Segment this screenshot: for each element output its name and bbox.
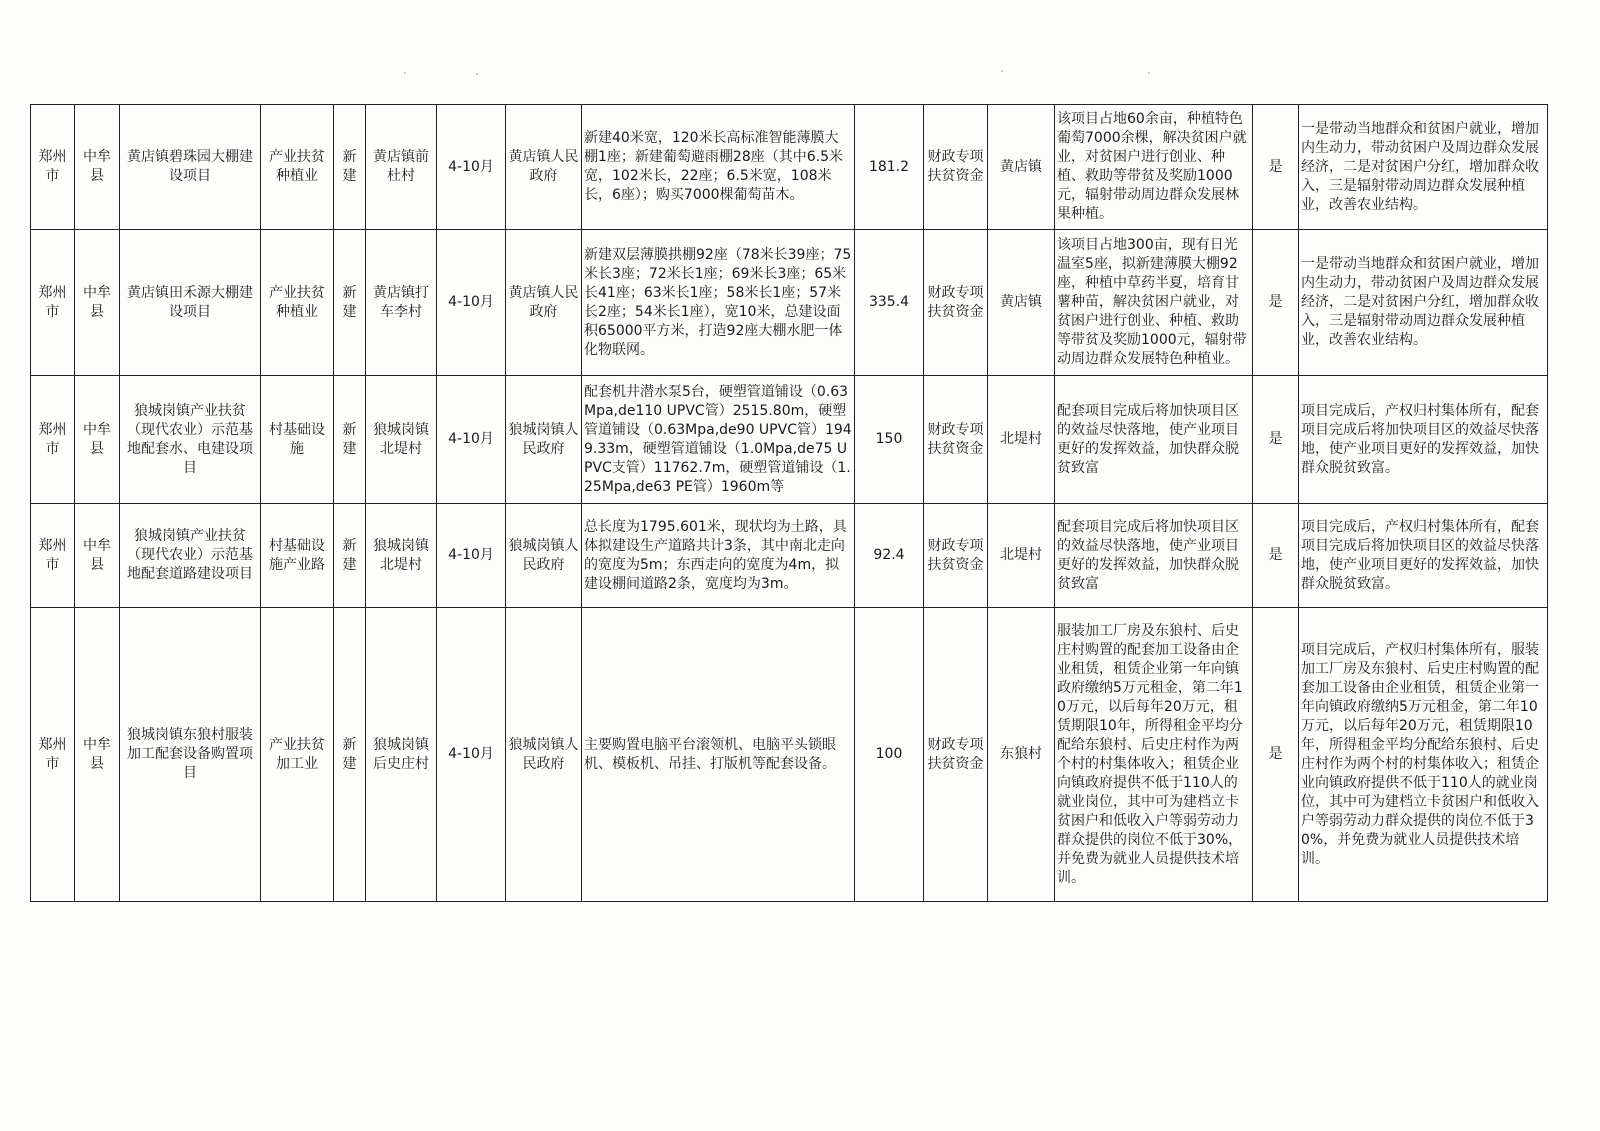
county-cell-text: 中牟县 [83,537,111,573]
construction-type-cell-text: 新建 [342,284,357,320]
amount-cell-text: 150 [875,431,903,447]
category-cell [261,105,334,230]
category-cell [261,504,334,608]
category-cell [261,376,334,504]
implementing-unit-cell [506,504,582,608]
project-name-cell-text: 黄店镇碧珠园大棚建设项目 [127,149,253,184]
mechanism-cell-text: 配套项目完成后将加快项目区的效益尽快落地，使产业项目更好的发挥效益，加快群众脱贫致富 [1057,402,1239,476]
beneficiary-cell [988,230,1055,376]
city-cell-text: 郑州市 [38,149,67,184]
content-cell [582,376,855,504]
mechanism-cell [1055,504,1253,608]
implementing-unit-cell-text: 黄店镇人民政府 [508,284,579,320]
mechanism-cell-text: 服装加工厂房及东狼村、后史庄村购置的配套加工设备由企业租赁，租赁企业第一年向镇政府缴纳5万元租金，第二年10万元，以后每年20万元，租赁期限10年，所得租金平均分配给东狼村、后史庄村作为两个村的村集体收入；租赁企业向镇政府提供不低于110人的就业岗位，其中可为建档立卡贫困户和低收入户等弱劳动力群众提供的岗位不低于30%，并免费为就业人员提供技术培训。 [1057,622,1243,886]
benefit-cell-text: 一是带动当地群众和贫困户就业，增加内生动力，带动贫困户及周边群众发展经济，二是对贫困户分红，增加群众收入，三是辐射带动周边群众发展种植业，改善农业结构。 [1301,120,1539,213]
period-cell-text: 4-10月 [448,547,494,563]
location-cell-text: 狼城岗镇后史庄村 [373,736,429,772]
city-cell-text: 郑州市 [38,421,67,457]
construction-type-cell [334,105,366,230]
content-cell [582,608,855,902]
project-name-cell [120,504,261,608]
construction-type-cell-text: 新建 [342,149,357,184]
construction-type-cell [334,504,366,608]
period-cell [437,504,506,608]
project-table [30,104,1548,902]
city-cell-text: 郑州市 [38,736,67,772]
project-name-cell [120,376,261,504]
county-cell [75,230,120,376]
mechanism-cell-text: 配套项目完成后将加快项目区的效益尽快落地，使产业项目更好的发挥效益，加快群众脱贫致富 [1057,518,1239,592]
fund-source-cell-text: 财政专项扶贫资金 [927,421,984,457]
beneficiary-cell-text: 黄店镇 [1000,158,1042,175]
project-name-cell [120,105,261,230]
content-cell-text: 配套机井潜水泵5台，硬塑管道铺设（0.63Mpa,de110 UPVC管）2515.80m，硬塑管道铺设（0.63Mpa,de90 UPVC管）1949.33m，硬塑管道铺设（1.0Mpa,de75 UPVC支管）11762.7m，硬塑管道铺设（1.25Mpa,de63 PE管）1960m等 [584,383,852,495]
benefit-cell-text: 项目完成后，产权归村集体所有，服装加工厂房及东狼村、后史庄村购置的配套加工设备由企业租赁，租赁企业第一年向镇政府缴纳5万元租金，第二年10万元，以后每年20万元，租赁期限10年，所得租金平均分配给东狼村、后史庄村作为两个村的村集体收入；租赁企业向镇政府提供不低于110人的就业岗位，其中可为建档立卡贫困户和低收入户等弱劳动力群众提供的岗位不低于30%，并免费为就业人员提供技术培训。 [1301,641,1539,867]
flag-cell [1253,105,1299,230]
county-cell-text: 中牟县 [83,284,111,320]
category-cell-text: 产业扶贫种植业 [269,284,325,320]
content-cell [582,105,855,230]
location-cell-text: 狼城岗镇北堤村 [373,421,429,457]
location-cell-text: 黄店镇打车李村 [373,284,429,320]
city-cell [31,504,75,608]
county-cell-text: 中牟县 [83,149,111,184]
category-cell [261,608,334,902]
benefit-cell [1299,608,1548,902]
location-cell [366,105,437,230]
fund-source-cell-text: 财政专项扶贫资金 [927,537,984,573]
fund-source-cell [924,105,988,230]
location-cell [366,230,437,376]
period-cell [437,105,506,230]
mechanism-cell-text: 该项目占地60余亩，种植特色葡萄7000余棵，解决贫困户就业，对贫困户进行创业、种植、救助等带贫及奖励1000元，辐射带动周边群众发展林果种植。 [1057,111,1247,222]
category-cell-text: 产业扶贫种植业 [269,149,325,184]
city-cell-text: 郑州市 [38,284,67,320]
period-cell-text: 4-10月 [448,294,494,310]
location-cell-text: 狼城岗镇北堤村 [373,537,429,573]
beneficiary-cell [988,504,1055,608]
project-name-cell [120,608,261,902]
project-name-cell-text: 狼城岗镇东狼村服装加工配套设备购置项目 [127,727,253,781]
city-cell-text: 郑州市 [38,537,67,573]
location-cell [366,504,437,608]
category-cell-text: 村基础设施产业路 [269,537,325,573]
content-cell-text: 新建40米宽，120米长高标准智能薄膜大棚1座；新建葡萄避雨棚28座（其中6.5米宽，102米长，22座；6.5米宽，108米长，6座）；购买7000棵葡萄苗木。 [584,130,843,203]
beneficiary-cell-text: 北堤村 [1000,431,1042,447]
period-cell-text: 4-10月 [448,746,494,762]
implementing-unit-cell [506,376,582,504]
implementing-unit-cell-text: 狼城岗镇人民政府 [508,736,579,772]
fund-source-cell [924,608,988,902]
table-row [31,504,1548,608]
city-cell [31,608,75,902]
fund-source-cell [924,376,988,504]
fund-source-cell-text: 财政专项扶贫资金 [927,149,984,184]
implementing-unit-cell [506,230,582,376]
flag-cell-text: 是 [1268,431,1283,447]
benefit-cell-text: 项目完成后，产权归村集体所有，配套项目完成后将加快项目区的效益尽快落地，使产业项目更好的发挥效益，加快群众脱贫致富。 [1301,518,1539,592]
benefit-cell [1299,376,1548,504]
benefit-cell-text: 项目完成后，产权归村集体所有，配套项目完成后将加快项目区的效益尽快落地，使产业项目更好的发挥效益，加快群众脱贫致富。 [1301,402,1539,476]
content-cell-text: 总长度为1795.601米，现状均为土路，具体拟建设生产道路共计3条，其中南北走向的宽度为5m；东西走向的宽度为4m，拟建设棚间道路2条，宽度均为3m。 [584,518,847,592]
construction-type-cell-text: 新建 [342,421,357,457]
mechanism-cell [1055,230,1253,376]
flag-cell [1253,230,1299,376]
implementing-unit-cell [506,608,582,902]
construction-type-cell [334,376,366,504]
mechanism-cell-text: 该项目占地300亩，现有日光温室5座，拟新建薄膜大棚92座，种植中草药半夏，培育甘薯种苗，解决贫困户就业，对贫困户进行创业、种植、救助等带贫及奖励1000元，辐射带动周边群众发展特色种植业。 [1057,237,1247,367]
construction-type-cell [334,608,366,902]
implementing-unit-cell-text: 黄店镇人民政府 [508,149,579,184]
flag-cell-text: 是 [1268,547,1283,563]
amount-cell-text: 181.2 [868,158,910,175]
amount-cell-text: 100 [875,746,903,762]
beneficiary-cell [988,376,1055,504]
benefit-cell-text: 一是带动当地群众和贫困户就业，增加内生动力，带动贫困户及周边群众发展经济，二是对贫困户分红，增加群众收入，三是辐射带动周边群众发展种植业，改善农业结构。 [1301,256,1539,348]
construction-type-cell-text: 新建 [342,736,357,772]
implementing-unit-cell [506,105,582,230]
fund-source-cell-text: 财政专项扶贫资金 [927,284,984,320]
benefit-cell [1299,504,1548,608]
flag-cell [1253,376,1299,504]
amount-cell [855,105,924,230]
amount-cell [855,504,924,608]
content-cell-text: 主要购置电脑平台滚领机、电脑平头锁眼机、模板机、吊挂、打版机等配套设备。 [584,736,836,772]
category-cell-text: 村基础设施 [269,421,325,457]
table-row [31,230,1548,376]
city-cell [31,376,75,504]
beneficiary-cell [988,105,1055,230]
county-cell [75,608,120,902]
period-cell-text: 4-10月 [448,431,494,447]
flag-cell-text: 是 [1268,158,1283,175]
project-name-cell-text: 黄店镇田禾源大棚建设项目 [127,284,253,320]
table-row [31,105,1548,230]
content-cell [582,504,855,608]
flag-cell-text: 是 [1268,294,1283,310]
beneficiary-cell [988,608,1055,902]
implementing-unit-cell-text: 狼城岗镇人民政府 [508,537,579,573]
location-cell [366,608,437,902]
content-cell [582,230,855,376]
construction-type-cell [334,230,366,376]
period-cell [437,230,506,376]
period-cell [437,376,506,504]
county-cell [75,105,120,230]
amount-cell [855,608,924,902]
category-cell-text: 产业扶贫加工业 [269,736,325,772]
amount-cell [855,230,924,376]
amount-cell [855,376,924,504]
county-cell-text: 中牟县 [83,421,111,457]
category-cell [261,230,334,376]
location-cell [366,376,437,504]
benefit-cell [1299,105,1548,230]
project-name-cell-text: 狼城岗镇产业扶贫（现代农业）示范基地配套道路建设项目 [127,528,253,582]
county-cell [75,376,120,504]
implementing-unit-cell-text: 狼城岗镇人民政府 [508,421,579,457]
construction-type-cell-text: 新建 [342,537,357,573]
mechanism-cell [1055,376,1253,504]
location-cell-text: 黄店镇前杜村 [373,149,429,184]
beneficiary-cell-text: 北堤村 [1000,547,1042,563]
city-cell [31,230,75,376]
city-cell [31,105,75,230]
project-name-cell-text: 狼城岗镇产业扶贫（现代农业）示范基地配套水、电建设项目 [127,402,253,476]
content-cell-text: 新建双层薄膜拱棚92座（78米长39座；75米长3座；72米长1座；69米长3座；65米长41座；63米长1座；58米长1座；57米长2座；54米长1座），宽10米，总建设面积65000平方米，打造92座大棚水肥一体化物联网。 [584,246,852,358]
period-cell [437,608,506,902]
county-cell [75,504,120,608]
flag-cell [1253,504,1299,608]
amount-cell-text: 92.4 [873,547,905,563]
flag-cell-text: 是 [1268,746,1283,762]
county-cell-text: 中牟县 [83,736,111,772]
project-name-cell [120,230,261,376]
mechanism-cell [1055,105,1253,230]
benefit-cell [1299,230,1548,376]
beneficiary-cell-text: 黄店镇 [1000,294,1042,310]
mechanism-cell [1055,608,1253,902]
fund-source-cell [924,504,988,608]
period-cell-text: 4-10月 [448,158,494,175]
flag-cell [1253,608,1299,902]
fund-source-cell-text: 财政专项扶贫资金 [927,736,984,772]
table-row [31,608,1548,902]
beneficiary-cell-text: 东狼村 [1000,746,1042,762]
table-row [31,376,1548,504]
fund-source-cell [924,230,988,376]
amount-cell-text: 335.4 [868,294,910,310]
